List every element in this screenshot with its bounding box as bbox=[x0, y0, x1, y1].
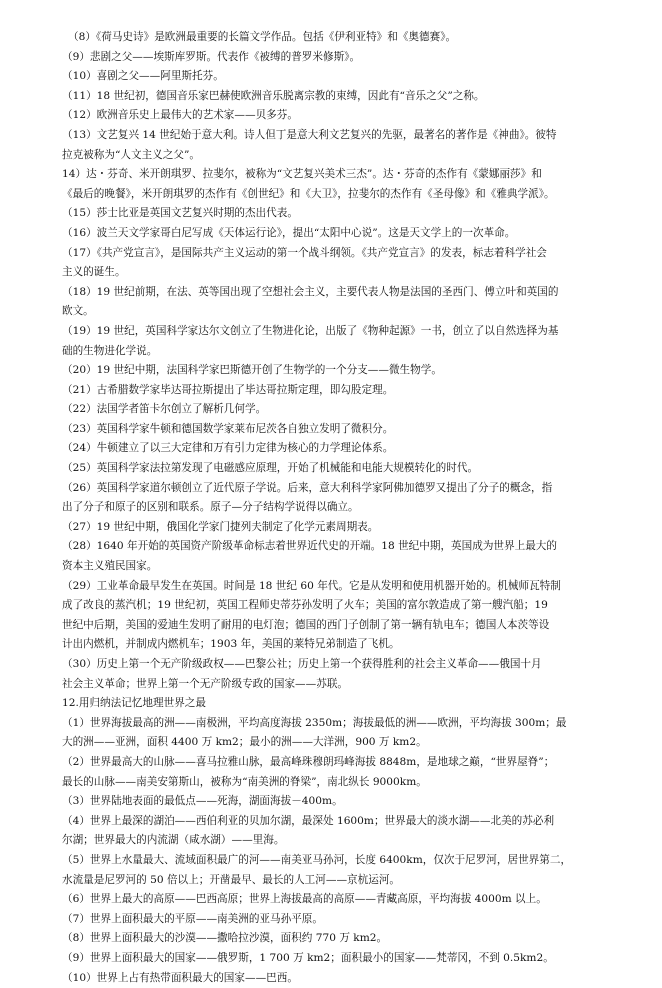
text-line: （12）欧洲音乐史上最伟大的艺术家——贝多芬。 bbox=[62, 106, 630, 126]
text-line: 《最后的晚餐》，米开朗琪罗的杰作有《创世纪》和《大卫》，拉斐尔的杰作有《圣母像》和《雅典学派》。 bbox=[62, 185, 630, 205]
text-line: （15）莎士比亚是英国文艺复兴时期的杰出代表。 bbox=[62, 204, 630, 224]
text-line: 社会主义革命；世界上第一个无产阶级专政的国家——苏联。 bbox=[62, 675, 630, 695]
text-line: （17）《共产党宣言》，是国际共产主义运动的第一个战斗纲领。《共产党宣言》的发表，标志着科学社会 bbox=[62, 244, 630, 264]
text-line: （29）工业革命最早发生在英国。时间是 18 世纪 60 年代。它是从发明和使用机器开始的。机械师瓦特制 bbox=[62, 577, 630, 597]
text-line: 世纪中后期，美国的爱迪生发明了耐用的电灯泡；德国的西门子创制了第一辆有轨电车；德国人本茨等设 bbox=[62, 616, 630, 636]
text-line: （5）世界上水量最大、流域面积最广的河——南美亚马孙河，长度 6400km，仅次于尼罗河，居世界第二， bbox=[62, 851, 630, 871]
text-line: 计出内燃机，并制成内燃机车；1903 年，美国的莱特兄弟制造了飞机。 bbox=[62, 635, 630, 655]
text-line: （16）波兰天文学家哥白尼写成《天体运行论》，提出“太阳中心说”。这是天文学上的一次革命。 bbox=[62, 224, 630, 244]
text-line: （3）世界陆地表面的最低点——死海，湖面海拔－400m。 bbox=[62, 792, 630, 812]
text-line: （9）世界上面积最大的国家——俄罗斯，1 700 万 km2；面积最小的国家——梵蒂冈，不到 0.5km2。 bbox=[62, 949, 630, 969]
text-line: （2）世界最高大的山脉——喜马拉雅山脉，最高峰珠穆朗玛峰海拔 8848m，是地球之巅，“世界屋脊”； bbox=[62, 753, 630, 773]
text-line: 最长的山脉——南美安第斯山，被称为“南美洲的脊梁”，南北纵长 9000km。 bbox=[62, 773, 630, 793]
text-line: （11）18 世纪初，德国音乐家巴赫使欧洲音乐脱离宗教的束缚，因此有“音乐之父”之称。 bbox=[62, 87, 630, 107]
text-line: （18）19 世纪前期，在法、英等国出现了空想社会主义，主要代表人物是法国的圣西门、傅立叶和英国的 bbox=[62, 283, 630, 303]
text-line: 资本主义殖民国家。 bbox=[62, 557, 630, 577]
text-line: （1）世界海拔最高的洲——南极洲，平均高度海拔 2350m；海拔最低的洲——欧洲，平均海拔 300m；最 bbox=[62, 714, 630, 734]
text-line: 础的生物进化学说。 bbox=[62, 342, 630, 362]
text-line: （4）世界上最深的湖泊——西伯利亚的贝加尔湖，最深处 1600m；世界最大的淡水湖——北美的苏必利 bbox=[62, 812, 630, 832]
text-line: 水流量是尼罗河的 50 倍以上；开凿最早、最长的人工河——京杭运河。 bbox=[62, 871, 630, 891]
text-line: （13）文艺复兴 14 世纪始于意大利。诗人但丁是意大利文艺复兴的先驱，最著名的著作是《神曲》。彼特 bbox=[62, 126, 630, 146]
text-line: （26）英国科学家道尔顿创立了近代原子学说。后来，意大利科学家阿佛加德罗又提出了分子的概念，指 bbox=[62, 479, 630, 499]
text-line: 主义的诞生。 bbox=[62, 263, 630, 283]
text-line: （22）法国学者笛卡尔创立了解析几何学。 bbox=[62, 400, 630, 420]
text-line: （10）世界上占有热带面积最大的国家——巴西。 bbox=[62, 969, 630, 988]
text-line: （21）古希腊数学家毕达哥拉斯提出了毕达哥拉斯定理，即勾股定理。 bbox=[62, 381, 630, 401]
text-line: 大的洲——亚洲，面积 4400 万 km2；最小的洲——大洋洲，900 万 km2。 bbox=[62, 733, 630, 753]
text-line: 尔湖；世界最大的内流湖（咸水湖）——里海。 bbox=[62, 831, 630, 851]
text-line: （7）世界上面积最大的平原——南美洲的亚马孙平原。 bbox=[62, 910, 630, 930]
text-line: 欧文。 bbox=[62, 302, 630, 322]
text-line: 12.用归纳法记忆地理世界之最 bbox=[62, 694, 630, 714]
text-line: （8）《荷马史诗》是欧洲最重要的长篇文学作品。包括《伊利亚特》和《奥德赛》。 bbox=[62, 28, 630, 48]
text-line: （10）喜剧之父——阿里斯托芬。 bbox=[62, 67, 630, 87]
text-line: 出了分子和原子的区别和联系。原子—分子结构学说得以确立。 bbox=[62, 498, 630, 518]
text-line: （24）牛顿建立了以三大定律和万有引力定律为核心的力学理论体系。 bbox=[62, 439, 630, 459]
text-line: （9）悲剧之父——埃斯库罗斯。代表作《被缚的普罗米修斯》。 bbox=[62, 48, 630, 68]
text-line: （25）英国科学家法拉第发现了电磁感应原理，开始了机械能和电能大规模转化的时代。 bbox=[62, 459, 630, 479]
text-line: 拉克被称为“人文主义之父”。 bbox=[62, 146, 630, 166]
text-line: （28）1640 年开始的英国资产阶级革命标志着世界近代史的开端。18 世纪中期，英国成为世界上最大的 bbox=[62, 537, 630, 557]
text-line: 成了改良的蒸汽机；19 世纪初，英国工程师史蒂芬孙发明了火车；美国的富尔敦造成了第一艘汽船；19 bbox=[62, 596, 630, 616]
text-line: （27）19 世纪中期，俄国化学家门捷列夫制定了化学元素周期表。 bbox=[62, 518, 630, 538]
text-line: 14）达・芬奇、米开朗琪罗、拉斐尔，被称为“文艺复兴美术三杰”。达・芬奇的杰作有《蒙娜丽莎》和 bbox=[62, 165, 630, 185]
text-line: （30）历史上第一个无产阶级政权——巴黎公社；历史上第一个获得胜利的社会主义革命——俄国十月 bbox=[62, 655, 630, 675]
text-line: （23）英国科学家牛顿和德国数学家莱布尼茨各自独立发明了微积分。 bbox=[62, 420, 630, 440]
text-line: （19）19 世纪，英国科学家达尔文创立了生物进化论，出版了《物种起源》一书，创立了以自然选择为基 bbox=[62, 322, 630, 342]
text-line: （8）世界上面积最大的沙漠——撒哈拉沙漠，面积约 770 万 km2。 bbox=[62, 929, 630, 949]
text-line: （6）世界上最大的高原——巴西高原；世界上海拔最高的高原——青藏高原，平均海拔 4000m 以上。 bbox=[62, 890, 630, 910]
text-line: （20）19 世纪中期，法国科学家巴斯德开创了生物学的一个分支——微生物学。 bbox=[62, 361, 630, 381]
